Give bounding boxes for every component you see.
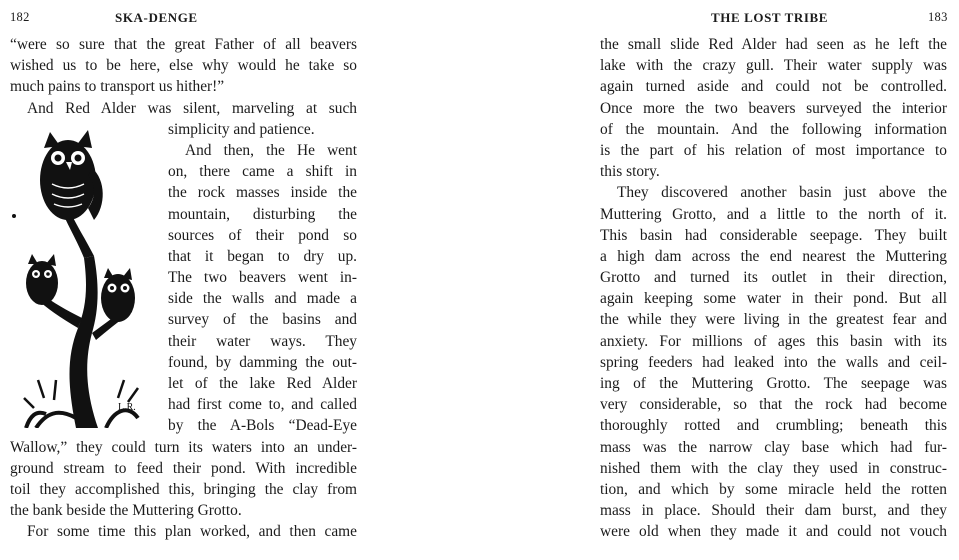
text-line: Once more the two beavers surveyed the interior bbox=[600, 99, 947, 117]
text-line: And Red Alder was silent, marveling at such bbox=[27, 99, 357, 117]
text-line: “were so sure that the great Father of all beavers bbox=[10, 36, 357, 53]
text-line: their water ways. They bbox=[168, 332, 357, 350]
running-title: SKA-DENGE bbox=[115, 10, 198, 25]
text-line: For some time this plan worked, and then came bbox=[27, 523, 357, 541]
left-page-text bbox=[10, 34, 357, 543]
text-line: on, there came a shift in bbox=[168, 163, 357, 181]
text-line: by the A-Bols “Dead-Eye bbox=[168, 417, 357, 435]
text-line: again keeping some water in their pond. But all bbox=[600, 290, 947, 308]
text-line: sources of their pond so bbox=[168, 226, 357, 244]
illustration-initials: L.R. bbox=[118, 402, 136, 413]
text-line: nished them with the clay they used in construc- bbox=[600, 459, 947, 477]
text-line: ground stream to feed their pond. With incredible bbox=[10, 459, 357, 477]
text-line: the bank beside the Muttering Grotto. bbox=[10, 502, 242, 520]
page-number: 183 bbox=[928, 10, 948, 24]
page-number: 182 bbox=[10, 10, 30, 24]
text-line: ing of the Muttering Grotto. The seepage was bbox=[600, 375, 947, 392]
text-line: Muttering Grotto, and a little to the north of it. bbox=[600, 205, 947, 223]
text-line: lake with the crazy gull. Their water supply was bbox=[600, 57, 947, 75]
text-line: the rock masses inside the bbox=[168, 184, 357, 202]
text-line: side the walls and made a bbox=[168, 290, 357, 308]
text-line: were old when they made it and could not vouch bbox=[600, 523, 947, 541]
text-line: They discovered another basin just above the bbox=[617, 184, 947, 202]
text-line: a high dam across the end nearest the Muttering bbox=[600, 247, 947, 265]
text-line: the small slide Red Alder had seen as he left the bbox=[600, 36, 947, 53]
text-line: anxiety. For millions of ages this basin with its bbox=[600, 332, 947, 350]
right-page bbox=[590, 0, 959, 560]
text-line: very considerable, so that the rock had become bbox=[600, 396, 947, 414]
text-line: simplicity and patience. bbox=[168, 120, 315, 138]
text-line: survey of the basins and bbox=[168, 311, 357, 329]
text-line: tion, and which by some miracle held the rotten bbox=[600, 480, 947, 498]
text-line: mass in place. Should their dam burst, and they bbox=[600, 502, 947, 520]
text-line: mountain, disturbing the bbox=[168, 205, 357, 223]
text-line: let of the lake Red Alder bbox=[168, 375, 357, 392]
text-line: that it began to dry up. bbox=[168, 247, 357, 265]
text-line: And then, the He went bbox=[185, 141, 357, 159]
text-line: Wallow,” they could turn its waters into an under- bbox=[10, 438, 357, 456]
left-page bbox=[0, 0, 380, 560]
text-line: toil they accomplished this, bringing the clay from bbox=[10, 480, 357, 498]
text-line: much pains to transport us hither!” bbox=[10, 78, 225, 96]
text-line: of the mountain. And the following information bbox=[600, 120, 947, 138]
text-line: wished us to be here, else why would he take so bbox=[10, 57, 357, 75]
text-line: The two beavers went in- bbox=[168, 269, 357, 287]
text-line: thoroughly rotted and crumbling; beneath this bbox=[600, 417, 947, 435]
text-line: this story. bbox=[600, 163, 660, 181]
running-title: THE LOST TRIBE bbox=[711, 10, 829, 25]
text-line: Grotto and turned its outlet in their direction, bbox=[600, 269, 947, 287]
text-line: is the part of his relation of most importance to bbox=[600, 141, 947, 159]
right-page-text bbox=[600, 34, 947, 543]
text-line: found, by damming the out- bbox=[168, 353, 357, 371]
text-line: This basin had considerable seepage. They built bbox=[600, 226, 947, 244]
text-line: mass was the narrow clay base which had fur- bbox=[600, 438, 947, 456]
text-line: had first come to, and called bbox=[168, 396, 357, 414]
text-line: the while they were living in the greatest fear and bbox=[600, 311, 947, 329]
text-line: again turned aside and could not be controlled. bbox=[600, 78, 947, 96]
text-line: spring feeders had leaked into the walls and ceil- bbox=[600, 353, 947, 371]
